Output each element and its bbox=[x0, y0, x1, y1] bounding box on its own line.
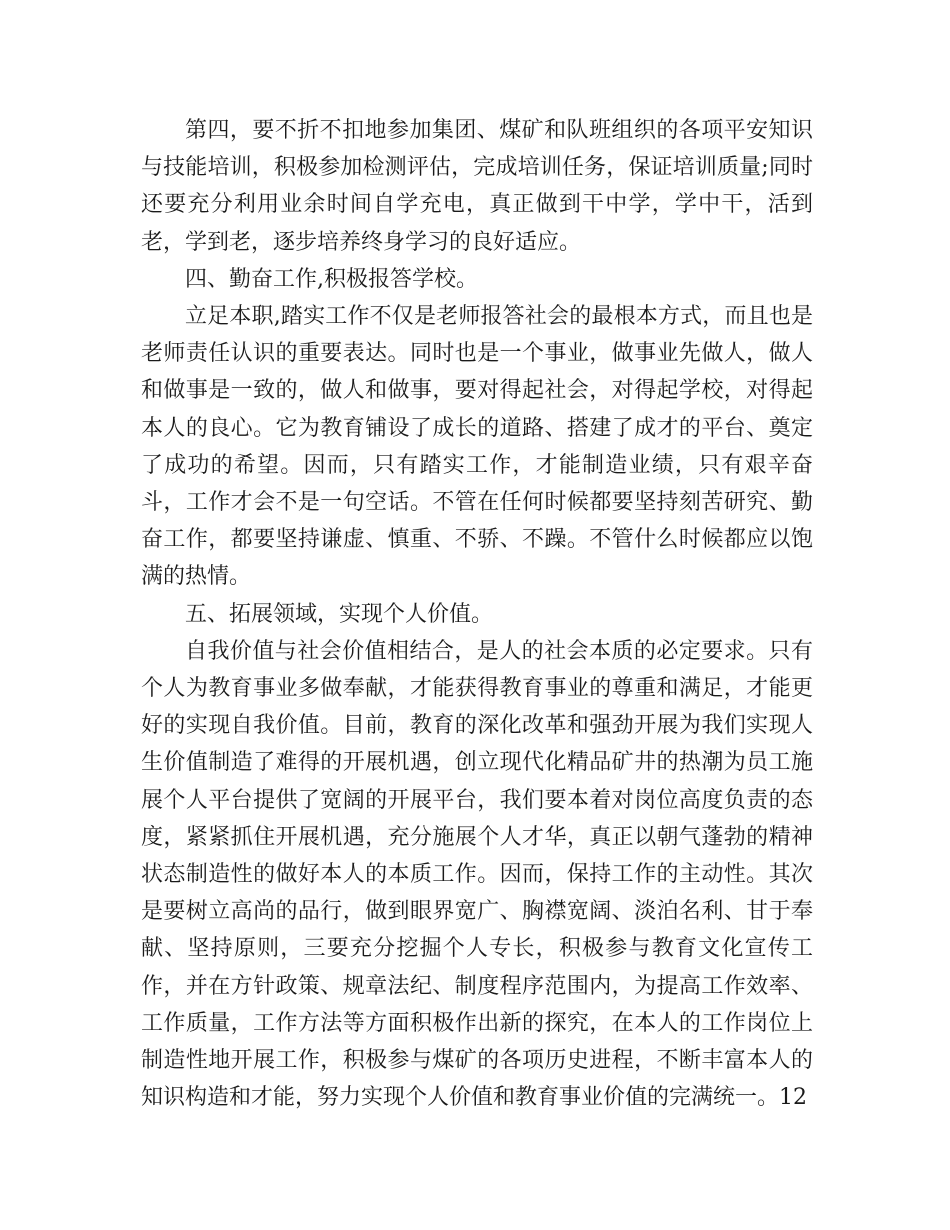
document-body bbox=[141, 112, 813, 1116]
paragraph-personal-value: 自我价值与社会价值相结合，是人的社会本质的必定要求。只有个人为教育事业多做奉献，才能获得教育事业的尊重和满足，才能更好的实现自我价值。目前，教育的深化改革和强劲开展为我们实现人生价值制造了难得的开展机遇，创立现代化精品矿井的热潮为员工施展个人平台提供了宽阔的开展平台，我们要本着对岗位高度负责的态度，紧紧抓住开展机遇，充分施展个人才华，真正以朝气蓬勃的精神状态制造性的做好本人的本质工作。因而，保持工作的主动性。其次是要树立高尚的品行，做到眼界宽广、胸襟宽阔、淡泊名利、甘于奉献、坚持原则，三要充分挖掘个人专长，积极参与教育文化宣传工作，并在方针政策、规章法纪、制度程序范围内，为提高工作效率、工作质量，工作方法等方面积极作出新的探究，在本人的工作岗位上制造性地开展工作，积极参与煤矿的各项历史进程，不断丰富本人的知识构造和才能，努力实现个人价值和教育事业价值的完满统一。12 bbox=[141, 638, 813, 1111]
paragraph-training: 第四，要不折不扣地参加集团、煤矿和队班组织的各项平安知识与技能培训，积极参加检测评估，完成培训任务，保证培训质量;同时还要充分利用业余时间自学充电，真正做到干中学，学中干，活到老，学到老，逐步培养终身学习的良好适应。 bbox=[141, 118, 813, 255]
paragraph-diligent-work: 立足本职,踏实工作不仅是老师报答社会的最根本方式，而且也是老师责任认识的重要表达。同时也是一个事业，做事业先做人，做人和做事是一致的，做人和做事，要对得起社会，对得起学校，对得起本人的良心。它为教育铺设了成长的道路、搭建了成才的平台、奠定了成功的希望。因而，只有踏实工作，才能制造业绩，只有艰辛奋斗，工作才会不是一句空话。不管在任何时候都要坚持刻苦研究、勤奋工作，都要坚持谦虚、慎重、不骄、不躁。不管什么时候都应以饱满的热情。 bbox=[141, 304, 813, 590]
section-heading-five: 五、拓展领域，实现个人价值。 bbox=[185, 601, 494, 627]
section-heading-four: 四、勤奋工作,积极报答学校。 bbox=[185, 266, 478, 292]
